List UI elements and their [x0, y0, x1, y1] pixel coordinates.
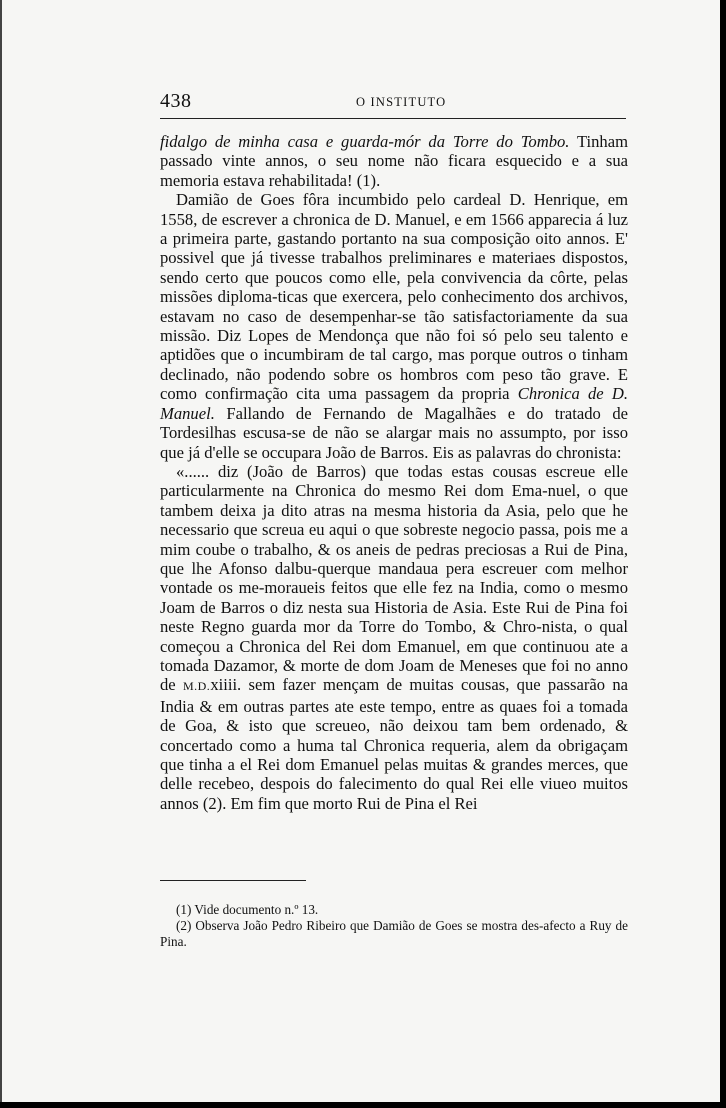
- paragraph-2-italic: Chronica de D. Manuel.: [160, 384, 628, 423]
- paragraph-2: [160, 190, 628, 462]
- page-header: [160, 90, 626, 118]
- body-text: [160, 132, 628, 813]
- footnote-1: (1) Vide documento n.º 13.: [176, 902, 319, 917]
- paragraph-3-text-b: xiiii. sem fazer mençam de muitas cousas, que passarão na India & em outras partes ate este tempo, entre as quaes foi a tomada de Goa, & isto que screueo, não deixou tam bem ordenado, & concertado como a huma tal Chronica requeria, alem da obrigaçam que tinha a el Rei dom Emanuel pelas muitas & grandes merces, que delle recebeo, despois do falecimento do qual Rei elle viueo muitos annos (2). Em fim que morto Rui de Pina el Rei: [160, 675, 629, 813]
- footnote-2: (2) Observa João Pedro Ribeiro que Damião de Goes se mostra des-afecto a Ruy de Pina.: [160, 918, 628, 949]
- footnote-rule: [160, 880, 306, 881]
- paragraph-3-text-a: «...... diz (João de Barros) que todas estas cousas escreue elle particularmente na Chronica do mesmo Rei dom Ema-nuel, o que tambem deixa ja dito atras na mesma historia da Asia, pelo que he necessario que screua eu aqui o que sobreste negocio passa, pois me a mim coube o trabalho, & os aneis de pedras preciosas a Rui de Pina, que lhe Afonso dalbu-querque mandaua pera escreuer com melhor vontade os me-moraueis feitos que elle fez na India, como o mesmo Joam de Barros o diz nesta sua Historia de Asia. Este Rui de Pina foi neste Regno guarda mor da Torre do Tombo, & Chro-nista, o qual começou a Chronica del Rei dom Emanuel, em que continuou ate a tomada Dazamor, & morte de dom Joam de Meneses que foi no anno de: [160, 461, 628, 695]
- paragraph-1-text: Tinham passado vinte annos, o seu nome não ficara esquecido e a sua memoria estava rehabilitada! (1).: [160, 132, 628, 190]
- running-head: O INSTITUTO: [356, 95, 447, 109]
- paragraph-2-text-b: Fallando de Fernando de Magalhães e do tratado de Tordesilhas escusa-se de não se alargar mais no assumpto, por isso que já d'elle se occupara João de Barros. Eis as palavras do chronista:: [160, 403, 628, 462]
- paragraph-3-smallcaps: M.D.: [182, 679, 211, 694]
- paragraph-2-text-a: Damião de Goes fôra incumbido pelo cardeal D. Henrique, em 1558, de escrever a chronica de D. Manuel, e em 1566 apparecia á luz a primeira parte, gastando portanto na sua composição oito annos. E' possivel que já tivesse trabalhos preliminares e materiaes dispostos, sendo certo que poucos como elle, pela convivencia da côrte, pelas missões diploma-ticas que exercera, pelo conhecimento dos archivos, estavam no caso de desempenhar-se tão satisfactoriamente da sua missão. Diz Lopes de Mendonça que não foi só pelo seu talento e aptidões que o incumbiram de tal cargo, mas porque outros o tinham declinado, não podendo sobre os hombros com peso tão grave. E como confirmação cita uma passagem da propria: [160, 190, 628, 404]
- paragraph-3-quotation: [160, 462, 628, 813]
- header-rule: [160, 118, 626, 119]
- paragraph-1-italic: fidalgo de minha casa e guarda-mór da Torre do Tombo.: [160, 132, 570, 151]
- footnotes: [160, 902, 628, 950]
- page-number: 438: [160, 90, 192, 112]
- paragraph-1: [160, 132, 628, 190]
